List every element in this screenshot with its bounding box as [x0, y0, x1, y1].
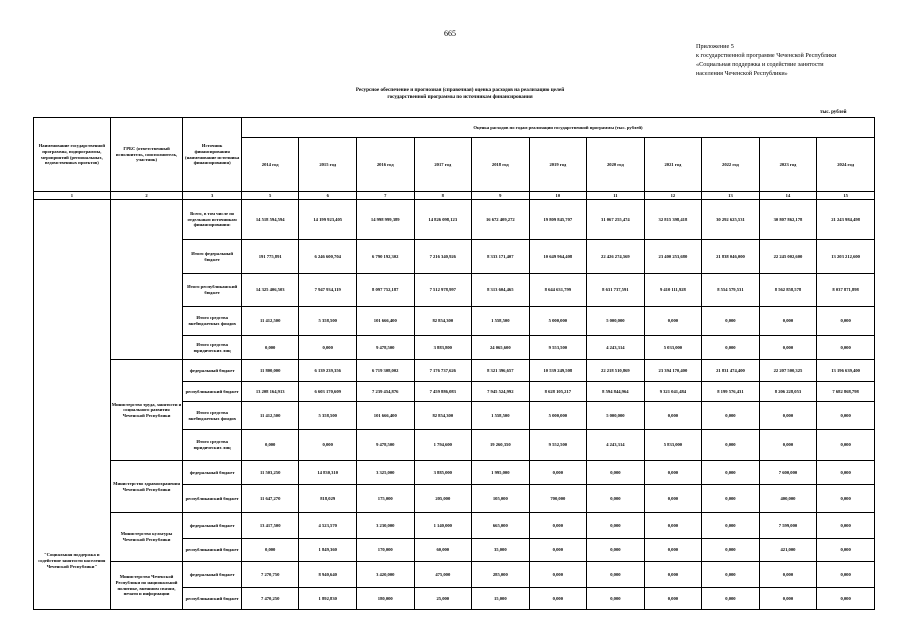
- amount-cell: 0,000: [299, 430, 357, 461]
- header-year: 2020 год: [587, 138, 645, 192]
- amount-cell: 9 478,500: [356, 336, 414, 360]
- amount-cell: 1 995,000: [472, 461, 530, 485]
- amount-cell: 0,000: [702, 430, 760, 461]
- amount-cell: 8 037 871,898: [817, 274, 875, 307]
- amount-cell: 32 815 398,418: [644, 200, 702, 240]
- amount-cell: 22 245 002,600: [759, 240, 817, 274]
- amount-cell: 19 260,350: [472, 430, 530, 461]
- amount-cell: 0,000: [529, 539, 587, 562]
- caption-line: государственной программы по источникам финансирования: [387, 94, 533, 100]
- amount-cell: 14 518 594,594: [241, 200, 299, 240]
- header-year: 2022 год: [702, 138, 760, 192]
- amount-cell: 0,000: [702, 402, 760, 430]
- amount-cell: 14 199 923,405: [299, 200, 357, 240]
- amount-cell: 0,000: [817, 430, 875, 461]
- column-number: 2: [110, 192, 183, 200]
- amount-cell: 170,000: [356, 539, 414, 562]
- amount-cell: 11 412,500: [241, 402, 299, 430]
- annex-line: Приложение 5: [696, 43, 734, 50]
- table-row: [34, 513, 875, 539]
- funding-source: Итого республиканский бюджет: [183, 274, 242, 307]
- amount-cell: 10 649 964,408: [529, 240, 587, 274]
- header-year: 2018 год: [472, 138, 530, 192]
- table-row: [34, 562, 875, 588]
- amount-cell: 0,000: [644, 307, 702, 336]
- amount-cell: 6 719 308,002: [356, 360, 414, 382]
- amount-cell: 21 831 474,400: [702, 360, 760, 382]
- amount-cell: 22 218 510,869: [587, 360, 645, 382]
- amount-cell: 8 199 576,431: [702, 382, 760, 402]
- amount-cell: 0,000: [644, 485, 702, 513]
- amount-cell: 0,000: [702, 461, 760, 485]
- column-number: 1: [34, 192, 111, 200]
- amount-cell: 0,000: [817, 562, 875, 588]
- amount-cell: 8 313 604,465: [472, 274, 530, 307]
- amount-cell: 7 470,250: [241, 588, 299, 610]
- amount-cell: 0,000: [759, 430, 817, 461]
- header-program: Наименование государственной программы, подпрограммы, мероприятий (региональных, ведомственных проектов): [34, 118, 111, 192]
- annex-line: «Социальная поддержка и содействие занятости: [696, 61, 824, 68]
- program-name: "Социальная поддержка и содействие занятости населения Чеченской Республики": [34, 513, 111, 610]
- amount-cell: 0,000: [817, 485, 875, 513]
- amount-cell: 818,029: [299, 485, 357, 513]
- amount-cell: 105,000: [472, 485, 530, 513]
- amount-cell: 24 065,600: [472, 336, 530, 360]
- amount-cell: 0,000: [587, 485, 645, 513]
- header-group: Оценка расходов по годам реализации государственной программы (тыс. рублей): [241, 118, 874, 138]
- amount-cell: 13 208 164,913: [241, 382, 299, 402]
- amount-cell: 180,000: [356, 588, 414, 610]
- amount-cell: 8 321 396,657: [472, 360, 530, 382]
- header-year: 2016 год: [356, 138, 414, 192]
- amount-cell: 0,000: [759, 402, 817, 430]
- amount-cell: 82 854,300: [414, 402, 472, 430]
- amount-cell: 1 794,600: [414, 430, 472, 461]
- amount-cell: 1 558,500: [472, 402, 530, 430]
- funding-source: федеральный бюджет: [183, 562, 242, 588]
- funding-source: федеральный бюджет: [183, 461, 242, 485]
- amount-cell: 0,000: [644, 461, 702, 485]
- amount-cell: 0,000: [817, 402, 875, 430]
- header-year: 2024 год: [817, 138, 875, 192]
- funding-source: республиканский бюджет: [183, 588, 242, 610]
- grbs-cell-blank: [110, 200, 183, 360]
- grbs-organization: Министерство труда, занятости и социального развития Чеченской Республики: [110, 360, 183, 461]
- amount-cell: 11 503,250: [241, 461, 299, 485]
- column-number: 13: [702, 192, 760, 200]
- amount-cell: 0,000: [529, 461, 587, 485]
- amount-cell: 16 672 409,272: [472, 200, 530, 240]
- annex-line: населения Чеченской Республики»: [696, 70, 788, 77]
- amount-cell: 0,000: [702, 336, 760, 360]
- amount-cell: 5 000,000: [587, 402, 645, 430]
- amount-cell: 0,000: [529, 562, 587, 588]
- header-year: 2017 год: [414, 138, 472, 192]
- amount-cell: 5 000,000: [529, 307, 587, 336]
- amount-cell: 15,000: [472, 588, 530, 610]
- amount-cell: 9 478,500: [356, 430, 414, 461]
- amount-cell: 14 325 406,503: [241, 274, 299, 307]
- funding-source: Итого федеральный бюджет: [183, 240, 242, 274]
- amount-cell: 0,000: [644, 513, 702, 539]
- amount-cell: 0,000: [759, 336, 817, 360]
- header-grbs: ГРБС (ответственный исполнитель, соисполнитель, участник): [110, 118, 183, 192]
- column-number: 12: [644, 192, 702, 200]
- amount-cell: 205,000: [414, 485, 472, 513]
- amount-cell: 8 554 579,531: [702, 274, 760, 307]
- header-year: 2014 год: [241, 138, 299, 192]
- amount-cell: 23 394 170,400: [644, 360, 702, 382]
- units-label: тыс. рублей: [820, 110, 847, 115]
- amount-cell: 3 230,000: [356, 513, 414, 539]
- amount-cell: 0,000: [587, 562, 645, 588]
- amount-cell: 60,000: [414, 539, 472, 562]
- amount-cell: 5 358,500: [299, 307, 357, 336]
- amount-cell: 23 400 253,680: [644, 240, 702, 274]
- amount-cell: 700,000: [529, 485, 587, 513]
- amount-cell: 101 666,400: [356, 402, 414, 430]
- amount-cell: 0,000: [644, 402, 702, 430]
- header-year: 2021 год: [644, 138, 702, 192]
- amount-cell: 1 849,360: [299, 539, 357, 562]
- amount-cell: 0,000: [702, 539, 760, 562]
- column-number: 8: [414, 192, 472, 200]
- header-source: Источник финансирования (наименование источника финансирования): [183, 118, 242, 192]
- amount-cell: 6 603 170,609: [299, 382, 357, 402]
- funding-source: федеральный бюджет: [183, 360, 242, 382]
- table-row: [34, 461, 875, 485]
- amount-cell: 1 892,830: [299, 588, 357, 610]
- amount-cell: 4 523,570: [299, 513, 357, 539]
- grbs-organization: Министерство здравоохранения Чеченской Республики: [110, 461, 183, 513]
- amount-cell: 22 207 500,325: [759, 360, 817, 382]
- amount-cell: 3 885,000: [414, 461, 472, 485]
- amount-cell: 0,000: [587, 513, 645, 539]
- amount-cell: 8 333 171,407: [472, 240, 530, 274]
- amount-cell: 5 833,000: [644, 430, 702, 461]
- amount-cell: 9 552,500: [529, 430, 587, 461]
- amount-cell: 0,000: [529, 588, 587, 610]
- amount-cell: 3 325,000: [356, 461, 414, 485]
- amount-cell: 0,000: [587, 539, 645, 562]
- amount-cell: 7 216 340,926: [414, 240, 472, 274]
- amount-cell: 8 206 228,053: [759, 382, 817, 402]
- amount-cell: 6 139 239,356: [299, 360, 357, 382]
- program-cell-blank: [34, 200, 111, 513]
- amount-cell: 0,000: [299, 336, 357, 360]
- amount-cell: 0,000: [817, 539, 875, 562]
- amount-cell: 8 594 844,964: [587, 382, 645, 402]
- amount-cell: 0,000: [587, 588, 645, 610]
- amount-cell: 0,000: [702, 307, 760, 336]
- amount-cell: 101 666,400: [356, 307, 414, 336]
- amount-cell: 5 358,500: [299, 402, 357, 430]
- amount-cell: 0,000: [702, 562, 760, 588]
- amount-cell: 665,000: [472, 513, 530, 539]
- amount-cell: 21 243 984,498: [817, 200, 875, 240]
- amount-cell: 30 292 625,531: [702, 200, 760, 240]
- amount-cell: 285,000: [472, 562, 530, 588]
- amount-cell: 0,000: [241, 336, 299, 360]
- amount-cell: 0,000: [702, 588, 760, 610]
- table-row: [34, 200, 875, 240]
- amount-cell: 7 459 886,083: [414, 382, 472, 402]
- header-year: 2023 год: [759, 138, 817, 192]
- amount-cell: 8 628 105,217: [529, 382, 587, 402]
- table-caption: [300, 87, 620, 101]
- amount-cell: 5 000,000: [529, 402, 587, 430]
- funding-source: республиканский бюджет: [183, 382, 242, 402]
- amount-cell: 8 940,640: [299, 562, 357, 588]
- amount-cell: 0,000: [587, 461, 645, 485]
- amount-cell: 0,000: [702, 513, 760, 539]
- amount-cell: 9 321 041,484: [644, 382, 702, 402]
- funding-source: Итого средства внебюджетных фондов: [183, 307, 242, 336]
- column-number: 7: [356, 192, 414, 200]
- column-number: 11: [587, 192, 645, 200]
- amount-cell: 7 600,000: [759, 461, 817, 485]
- amount-cell: 0,000: [241, 539, 299, 562]
- amount-cell: 0,000: [759, 588, 817, 610]
- amount-cell: 6 790 192,302: [356, 240, 414, 274]
- amount-cell: 5 033,000: [644, 336, 702, 360]
- grbs-organization: Министерство Чеченской Республики по национальной политике, внешним связям, печати и информации: [110, 562, 183, 610]
- amount-cell: 3 883,800: [414, 336, 472, 360]
- column-number: 3: [183, 192, 242, 200]
- amount-cell: 7 512 978,997: [414, 274, 472, 307]
- amount-cell: 0,000: [817, 307, 875, 336]
- amount-cell: 35,000: [472, 539, 530, 562]
- header-year: 2019 год: [529, 138, 587, 192]
- amount-cell: 8 097 752,187: [356, 274, 414, 307]
- amount-cell: 421,000: [759, 539, 817, 562]
- annex-line: к государственной программе Чеченской Республики: [696, 52, 837, 59]
- amount-cell: 11 412,500: [241, 307, 299, 336]
- amount-cell: 22 426 274,569: [587, 240, 645, 274]
- page-number: 665: [444, 29, 456, 38]
- amount-cell: 19 809 845,707: [529, 200, 587, 240]
- funding-source: Итого средства юридических лиц: [183, 430, 242, 461]
- amount-cell: 175,000: [356, 485, 414, 513]
- funding-source: Всего, в том числе по отдельным источникам финансирования:: [183, 200, 242, 240]
- amount-cell: 14 826 098,123: [414, 200, 472, 240]
- amount-cell: 11 647,270: [241, 485, 299, 513]
- amount-cell: 5 000,000: [587, 307, 645, 336]
- amount-cell: 31 067 255,474: [587, 200, 645, 240]
- amount-cell: 13 196 639,400: [817, 360, 875, 382]
- amount-cell: 13 203 212,600: [817, 240, 875, 274]
- amount-cell: 21 838 046,000: [702, 240, 760, 274]
- amount-cell: 0,000: [702, 485, 760, 513]
- amount-cell: 0,000: [817, 588, 875, 610]
- amount-cell: 14 998 999,389: [356, 200, 414, 240]
- amount-cell: 1 140,000: [414, 513, 472, 539]
- caption-line: Ресурсное обеспечение и прогнозная (справочная) оценка расходов на реализацию целей: [355, 87, 565, 93]
- amount-cell: 13 417,500: [241, 513, 299, 539]
- column-number: 6: [299, 192, 357, 200]
- amount-cell: 4 243,314: [587, 430, 645, 461]
- funding-source: Итого средства внебюджетных фондов: [183, 402, 242, 430]
- budget-table: [33, 117, 875, 610]
- amount-cell: 0,000: [644, 539, 702, 562]
- column-number: 15: [817, 192, 875, 200]
- amount-cell: 0,000: [529, 513, 587, 539]
- amount-cell: 82 854,300: [414, 307, 472, 336]
- amount-cell: 4 243,314: [587, 336, 645, 360]
- amount-cell: 7 239 454,876: [356, 382, 414, 402]
- amount-cell: 0,000: [644, 562, 702, 588]
- amount-cell: 30 807 862,178: [759, 200, 817, 240]
- amount-cell: 3 420,000: [356, 562, 414, 588]
- column-number: 14: [759, 192, 817, 200]
- amount-cell: 0,000: [817, 513, 875, 539]
- column-number: 9: [472, 192, 530, 200]
- amount-cell: 191 775,891: [241, 240, 299, 274]
- amount-cell: 9 410 111,928: [644, 274, 702, 307]
- amount-cell: 11 800,000: [241, 360, 299, 382]
- amount-cell: 7 176 737,626: [414, 360, 472, 382]
- grbs-organization: Министерство культуры Чеченской Республики: [110, 513, 183, 562]
- amount-cell: 0,000: [241, 430, 299, 461]
- amount-cell: 0,000: [817, 336, 875, 360]
- amount-cell: 0,000: [759, 307, 817, 336]
- amount-cell: 7 682 868,798: [817, 382, 875, 402]
- amount-cell: 14 830,310: [299, 461, 357, 485]
- funding-source: республиканский бюджет: [183, 485, 242, 513]
- funding-source: Итого средства юридических лиц: [183, 336, 242, 360]
- amount-cell: 25,000: [414, 588, 472, 610]
- funding-source: федеральный бюджет: [183, 513, 242, 539]
- amount-cell: 8 631 737,591: [587, 274, 645, 307]
- amount-cell: 8 644 631,799: [529, 274, 587, 307]
- amount-cell: 7 270,750: [241, 562, 299, 588]
- amount-cell: 8 562 858,578: [759, 274, 817, 307]
- amount-cell: 1 558,500: [472, 307, 530, 336]
- amount-cell: 7 945 524,992: [472, 382, 530, 402]
- amount-cell: 9 553,500: [529, 336, 587, 360]
- amount-cell: 6 246 600,704: [299, 240, 357, 274]
- amount-cell: 0,000: [817, 461, 875, 485]
- header-year: 2015 год: [299, 138, 357, 192]
- column-number: 10: [529, 192, 587, 200]
- table-row: [34, 360, 875, 382]
- amount-cell: 7 599,000: [759, 513, 817, 539]
- column-number: 5: [241, 192, 299, 200]
- amount-cell: 0,000: [644, 588, 702, 610]
- amount-cell: 10 539 249,508: [529, 360, 587, 382]
- amount-cell: 475,000: [414, 562, 472, 588]
- amount-cell: 400,000: [759, 485, 817, 513]
- amount-cell: 0,000: [759, 562, 817, 588]
- amount-cell: 7 947 934,119: [299, 274, 357, 307]
- annex-heading: [696, 42, 901, 78]
- funding-source: республиканский бюджет: [183, 539, 242, 562]
